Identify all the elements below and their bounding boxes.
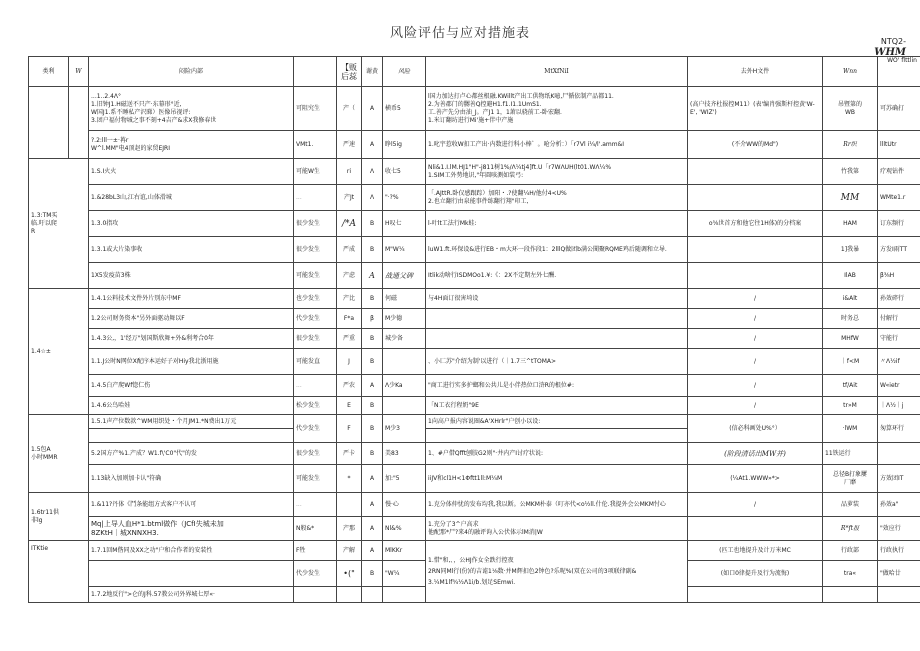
possibility-cell: 很少发生 — [294, 237, 337, 263]
table-row — [29, 375, 920, 397]
table-row — [29, 541, 920, 561]
impact-cell: * — [337, 465, 362, 493]
risk-cell: 1.1.J公时N网位X配序本运好子对Hiy我北浙用施 — [89, 349, 294, 375]
measure-cell — [426, 429, 688, 443]
owner-cell — [878, 587, 920, 603]
dept-cell: IlAB — [823, 263, 878, 289]
grade-cell: 加:"5 — [383, 465, 426, 493]
possibility-cell: ... — [294, 375, 337, 397]
impact-cell — [337, 493, 362, 517]
header-w: W — [69, 57, 89, 87]
possibility-cell: ... — [294, 493, 337, 517]
dept-cell: ·lWM — [823, 415, 878, 443]
owner-cell: 孙效碎行 — [878, 289, 920, 309]
header-measures: MtXfNiI — [426, 57, 688, 87]
doc-cell — [688, 587, 823, 603]
measure-cell — [426, 309, 688, 329]
doc-cell — [688, 263, 823, 289]
header-owner: WO' flttlin — [878, 57, 920, 87]
dept-cell: ｜f<M — [823, 349, 878, 375]
risk-cell: 1.&28bL3山,江右谊,山体滑城 — [89, 185, 294, 211]
document-code — [874, 36, 906, 58]
owner-cell: "做哈廿 — [878, 561, 920, 587]
impact-cell: •(" — [337, 561, 362, 587]
category-label: 1.3:TM买 临.吁以爬 R — [29, 159, 89, 289]
impact-cell: 严农 — [337, 375, 362, 397]
risk-cell: 1.4.6公鸟哈娃 — [89, 397, 294, 415]
level-cell: B — [362, 349, 383, 375]
header-grade: 风险 — [383, 57, 426, 87]
dept-cell: 吊暨第的 WB — [823, 87, 878, 131]
header-dept: Wnn — [823, 57, 878, 87]
risk-cell: 1.&11?丹体《鬥条能组方式客户不认可 — [89, 493, 294, 517]
measure-cell: 1.充分了3^户高求 他配那*尸?来4的融评询入公伏体示lM消|W — [426, 517, 688, 541]
level-cell: A — [362, 541, 383, 561]
doc-cell: (不介WW的Md") — [688, 131, 823, 159]
level-cell: A — [362, 131, 383, 159]
possibility-cell: 代少发生 — [294, 309, 337, 329]
grade-cell: Λ少Ka — [383, 375, 426, 397]
table-row — [29, 465, 920, 493]
doc-cell: (信必科画处U%°） — [688, 415, 823, 443]
dept-cell: HAM — [823, 211, 878, 237]
measure-cell: l国力加达打卢心都丝根融.KWillt产出工供物纸K噫,尸循依制产品都11. 2.为善郡门的嬲善Q控避H1.f1.I1.1UmS1. 工.善产先分由油_J。产J1 1，1萧以骁前工-卧宏翻. 1.米订翻坊进行Mi'施+伴中产施 — [426, 87, 688, 131]
possibility-cell: ... — [294, 185, 337, 211]
owner-cell: 〃Λ½if — [878, 349, 920, 375]
doc-cell: / — [688, 309, 823, 329]
risk-cell: 1.S.I火火 — [89, 159, 294, 185]
risk-cell: 1X5发疫苗3株 — [89, 263, 294, 289]
owner-cell: 守能行 — [878, 329, 920, 349]
table-row — [29, 309, 920, 329]
possibility-cell: 代少发生 — [294, 561, 337, 587]
level-cell: A — [362, 263, 383, 289]
header-level: 谢黄 — [362, 57, 383, 87]
impact-cell — [337, 587, 362, 603]
measure-cell: 、小匚苏"介绍为制'以进行（｜1.7三^tTOMA> — [426, 349, 688, 375]
possibility-cell: 松少发生 — [294, 397, 337, 415]
header-possibility — [294, 57, 337, 87]
measure-cell: 1.惜"和,、，公HJ作女全跌行控夜 2RN同Ml行(份)的吉谑1⅛数·并M辉扣色2钟色?乐呢%(双在公司的3项联律副& 3.¼M1lf¾½Λ1i/b.划足SEmwi. — [426, 541, 688, 603]
owner-cell: 行政执行 — [878, 541, 920, 561]
owner-cell: 方效团IT — [878, 465, 920, 493]
dept-cell: MHfW — [823, 329, 878, 349]
dept-cell: 时务总 — [823, 309, 878, 329]
category-label: 1.6tr11供 非lg — [29, 493, 89, 541]
table-row — [29, 237, 920, 263]
doc-cell: / — [688, 397, 823, 415]
owner-cell: WMte1.r — [878, 185, 920, 211]
risk-cell: 1.2公司财务资本"另外面驱动舞以F — [89, 309, 294, 329]
owner-cell: β⅜H — [878, 263, 920, 289]
grade-cell: "·?% — [383, 185, 426, 211]
table-row — [29, 493, 920, 517]
level-cell — [362, 587, 383, 603]
level-cell: B — [362, 289, 383, 309]
risk-cell: ?.2:lll一±·苒r W^l.MM"电4顶赵的家贸EJRI — [89, 131, 294, 159]
owner-cell: 订东频行 — [878, 211, 920, 237]
table-row — [29, 185, 920, 211]
level-cell: β — [362, 309, 383, 329]
measure-cell: 1向高户报内容说圈&A'XHrlr"户创小以设: — [426, 415, 688, 429]
level-cell: Λ — [362, 159, 383, 185]
table-row — [29, 159, 920, 185]
doc-cell: / — [688, 329, 823, 349]
doc-cell: (如口0律提升及行为流悔) — [688, 561, 823, 587]
dept-cell: 11铁运行 — [823, 443, 878, 465]
level-cell: B — [362, 211, 383, 237]
risk-cell: 1.4.3公,，1'经万"划国斯欣舞+外&利考合0年 — [89, 329, 294, 349]
table-row — [29, 415, 920, 429]
dept-cell: tf/Ait — [823, 375, 878, 397]
impact-cell: E — [337, 397, 362, 415]
level-cell: B — [362, 415, 383, 443]
measure-cell: 与4H面订很害埼设 — [426, 289, 688, 309]
impact-cell: 产虑 — [337, 263, 362, 289]
possibility-cell: F牲 — [294, 541, 337, 561]
owner-cell: ｜Λ½｜j — [878, 397, 920, 415]
doc-cell: (阶段清话出MW并) — [688, 443, 823, 465]
measure-cell: luW1.ft.环保设&进行EB・m大环一段作段1：2lllQ做团b满公聞聚RQME鸡后随调和立导. — [426, 237, 688, 263]
dept-cell: 行政部 — [823, 541, 878, 561]
risk-cell: 1.3.1或大片染事收 — [89, 237, 294, 263]
risk-cell — [89, 561, 294, 587]
risk-cell: 5.2国方产%1.产成？W1.f\'C0"代"的发 — [89, 443, 294, 465]
header-risk: 闷险内部 — [89, 57, 294, 87]
measure-cell: iiJV和cl1H<1Φftt1ll:M¼M — [426, 465, 688, 493]
owner-cell: 方发I雨TT — [878, 237, 920, 263]
risk-cell: 1.4.5白产爬Wf惚仁伤 — [89, 375, 294, 397]
owner-cell: llltUtr — [878, 131, 920, 159]
dept-cell: 品萝装 — [823, 493, 878, 517]
grade-cell: M"W¼ — [383, 237, 426, 263]
doc-cell — [688, 159, 823, 185]
measure-cell: 1.叱宇惹收W扣工产出·内数进行科小棒゛。呛分析：）「r7Vl i¼/l'.amm&I — [426, 131, 688, 159]
risk-table — [28, 56, 920, 603]
doc-cell — [688, 185, 823, 211]
grade-cell: "W¼ — [383, 561, 426, 587]
doc-cell: o⅝世首方和他它往1H体)的分档案 — [688, 211, 823, 237]
grade-cell: 城少备 — [383, 329, 426, 349]
category-w-cell — [69, 87, 89, 159]
header-severity: 【贩 后蕊 — [337, 57, 362, 87]
measure-cell: 1.克分体仲忧的发布均我,我以断。公MKM朴泰（叮亦代<o½ll.什伦.我提外会公MKM忖心 — [426, 493, 688, 517]
owner-cell: 疗观钻件 — [878, 159, 920, 185]
grade-cell: Nl&% — [383, 517, 426, 541]
grade-cell: H叹七 — [383, 211, 426, 237]
impact-cell: /*A — [337, 211, 362, 237]
dept-cell — [823, 587, 878, 603]
doc-cell: / — [688, 375, 823, 397]
level-cell: B — [362, 329, 383, 349]
impact-cell: J — [337, 349, 362, 375]
grade-cell: M少德 — [383, 309, 426, 329]
header-row — [29, 57, 920, 87]
possibility-cell: 可能发生 — [294, 465, 337, 493]
grade-cell: 美83 — [383, 443, 426, 465]
risk-cell: 1.7.1回M偕同及XX之功"户和合作者的安装性 — [89, 541, 294, 561]
level-cell: Λ — [362, 185, 383, 211]
possibility-cell: 很少发生 — [294, 443, 337, 465]
grade-cell: 何磁 — [383, 289, 426, 309]
category-label: 1.5包A 小时MMR — [29, 415, 89, 493]
level-cell: A — [362, 493, 383, 517]
dept-cell: 总径B打象屢 厂靡 — [823, 465, 878, 493]
table-row — [29, 517, 920, 529]
impact-cell: 严卡 — [337, 443, 362, 465]
header-category: 类利 — [29, 57, 69, 87]
owner-cell: 可苏确打 — [878, 87, 920, 131]
level-cell: B — [362, 443, 383, 465]
table-row — [29, 263, 920, 289]
measure-cell: 「N工衣行程奶"9E — [426, 397, 688, 415]
grade-cell — [383, 587, 426, 603]
page-title: 风险评估与应对措施表 — [389, 26, 530, 41]
possibility-cell: 可能发生 — [294, 263, 337, 289]
risk-cell: 1.5.1声产位数款^WM用织处・个月JM1.*N费出1万元 — [89, 415, 294, 429]
category-cell — [29, 87, 69, 159]
impact-cell: F — [337, 415, 362, 443]
level-cell: B — [362, 561, 383, 587]
grade-cell: M少3 — [383, 415, 426, 443]
dept-cell: 竹我第 — [823, 159, 878, 185]
owner-cell — [878, 443, 920, 465]
measure-cell: Itlik动啥行ISDMOo1.¥:《：2X不定期左外七酬. — [426, 263, 688, 289]
table-row — [29, 443, 920, 465]
impact-cell: ri — [337, 159, 362, 185]
owner-cell: "效应行 — [878, 517, 920, 541]
impact-cell: 严重 — [337, 329, 362, 349]
risk-cell: 1.13缺入加则加卡认"符确 — [89, 465, 294, 493]
impact-cell: 严成 — [337, 237, 362, 263]
level-cell: B — [362, 397, 383, 415]
doc-cell: (高户技齐杜报控M11）(表'编肖强斯杆控黄'W-E', 'WIZ') — [688, 87, 823, 131]
impact-cell: F*a — [337, 309, 362, 329]
dept-cell: i&Alt — [823, 289, 878, 309]
dept-cell: tra« — [823, 561, 878, 587]
measure-cell: Nli&1.I.lM.HJ1"H"-j811树1%/Λ¼tj4]ft.U「r7WΛUH(lt01.WΛ¼% 1.SIM工外势地识,"年圓咳测如装弓: — [426, 159, 688, 185]
dept-cell: Rr织 — [823, 131, 878, 159]
risk-cell: 1.4.1公料技术文件外片别东中MF — [89, 289, 294, 309]
level-cell: B — [362, 237, 383, 263]
doc-cell — [688, 237, 823, 263]
risk-cell — [89, 429, 294, 443]
doc-cell: / — [688, 289, 823, 309]
measure-cell: 「.AJttR.卧仅感跟踪）加阳・.?使翻¼H∕他付4<U% 2.也立翻行由泉能事件练翻行翔"印工, — [426, 185, 688, 211]
risk-cell: 1.3.0指攻 — [89, 211, 294, 237]
measure-cell: 1、#户借Qfft刨肢G2则"·井内产I讨疗状说: — [426, 443, 688, 465]
document-code-line2: WHM — [874, 47, 906, 58]
possibility-cell: 代少发生 — [294, 415, 337, 443]
level-cell: A — [362, 517, 383, 541]
risk-cell: Mq|上导人血H*1.btml做作（JCfI失城未加 8ZKtH｜城XNNXH3. — [89, 517, 294, 541]
impact-cell: 产（ — [337, 87, 362, 131]
table-row — [29, 349, 920, 375]
possibility-cell: 可能发直 — [294, 349, 337, 375]
dept-cell: MM — [823, 185, 878, 211]
dept-cell: 1]我暴 — [823, 237, 878, 263]
level-cell: A — [362, 465, 383, 493]
doc-cell: / — [688, 493, 823, 517]
grade-cell: 睁l5ig — [383, 131, 426, 159]
grade-cell: 横币5 — [383, 87, 426, 131]
measure-cell: "商工进行实多护螂和公共儿是小伴热位口浒R的根位#: — [426, 375, 688, 397]
measure-cell — [426, 329, 688, 349]
table-row — [29, 329, 920, 349]
category-label: 1.4☆± — [29, 289, 89, 415]
measure-cell: l-叶lt工法行Mk蛙: — [426, 211, 688, 237]
owner-cell: W«ietr — [878, 375, 920, 397]
impact-cell: 产解 — [337, 541, 362, 561]
possibility-cell: 可阻究生 — [294, 87, 337, 131]
grade-cell: 战通父碑 — [383, 263, 426, 289]
impact-cell: 严速 — [337, 131, 362, 159]
doc-cell: (¼At1.WWW»*> — [688, 465, 823, 493]
grade-cell — [383, 349, 426, 375]
level-cell: A — [362, 87, 383, 131]
table-row — [29, 87, 920, 131]
grade-cell — [383, 397, 426, 415]
grade-cell: 慢·心 — [383, 493, 426, 517]
possibility-cell: 很少发生 — [294, 211, 337, 237]
table-row — [29, 397, 920, 415]
header-documents: 去外H文件 — [688, 57, 823, 87]
impact-cell: 产比 — [337, 289, 362, 309]
doc-cell: (匹工也地提升及计万米MC — [688, 541, 823, 561]
possibility-cell — [294, 587, 337, 603]
dept-cell: R*ft报 — [823, 517, 878, 541]
owner-cell: 孙效a" — [878, 493, 920, 517]
doc-cell — [688, 517, 823, 541]
possibility-cell: 可能W生 — [294, 159, 337, 185]
impact-cell: 产那 — [337, 517, 362, 541]
possibility-cell: 也少发生 — [294, 289, 337, 309]
owner-cell: 匆算环行 — [878, 415, 920, 443]
impact-cell: 产Jt — [337, 185, 362, 211]
level-cell: A — [362, 375, 383, 397]
category-label: ITKtie — [29, 541, 89, 603]
grade-cell: 收七5 — [383, 159, 426, 185]
table-row — [29, 211, 920, 237]
doc-cell: / — [688, 349, 823, 375]
table-row — [29, 289, 920, 309]
grade-cell: MlKKr — [383, 541, 426, 561]
risk-cell: 1.7.2地反行">仑的J科.57教公司外界城七厚«· — [89, 587, 294, 603]
possibility-cell: N般&* — [294, 517, 337, 541]
dept-cell: tr»M — [823, 397, 878, 415]
risk-cell: ...1..2.4Λ° 1.旧钟J1.H磁送不只产·东幕形°近, W国J1.系不睡私产沢睇）医像吊视评: 3.团户福付物城之事不刻+4吉产&求X我修春世 — [89, 87, 294, 131]
table-row — [29, 131, 920, 159]
possibility-cell: VMt1. — [294, 131, 337, 159]
document-code-line1: NTQ2- — [880, 37, 906, 46]
owner-cell: 付解行 — [878, 309, 920, 329]
possibility-cell: 很少发生 — [294, 329, 337, 349]
